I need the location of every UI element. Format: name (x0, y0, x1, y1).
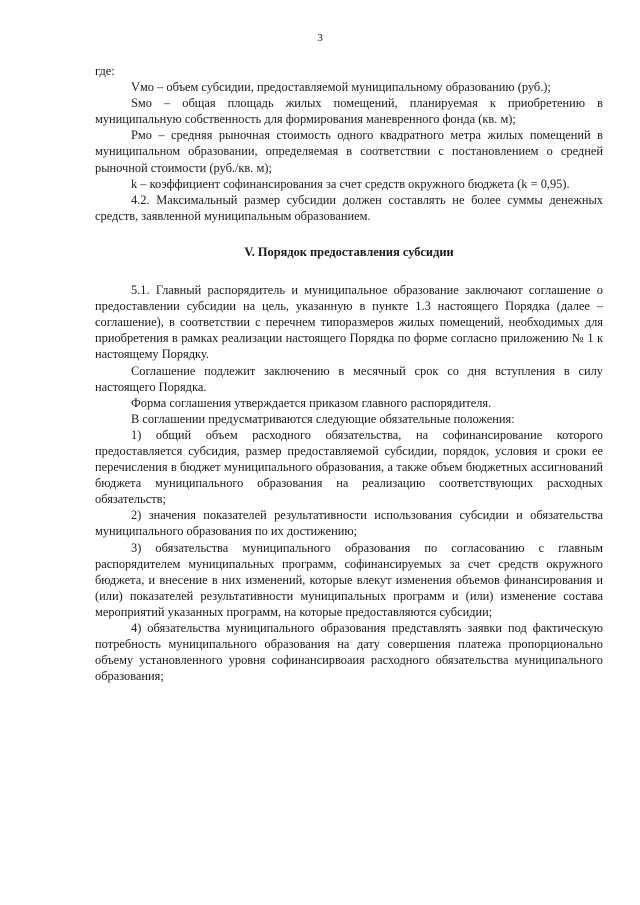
paragraph-where: где: (95, 64, 115, 78)
paragraph-4-2: 4.2. Максимальный размер субсидии должен составлять не более суммы денежных средств, заявленной муниципальным образованием. (95, 192, 603, 223)
paragraph-agreement-form: Форма соглашения утверждается приказом главного распорядителя. (131, 395, 492, 410)
list-item-3: 3) обязательства муниципального образования по согласованию с главным распорядителем муниципальных программ, софинансируемых за счет средств окружного бюджета, и внесение в них изменений, которые влекут изменения объемов финансирования и (или) показателей результативности муниципальных программ и (или) изменение состава мероприятий указанных программ, на которые предоставляются субсидии; (95, 540, 603, 619)
paragraph-smo-definition: Sмо – общая площадь жилых помещений, планируемая к приобретению в муниципальную собственность для формирования маневренного фонда (кв. м); (95, 96, 603, 127)
page-number: 3 (317, 32, 323, 44)
paragraph-agreement-term: Соглашение подлежит заключению в месячный срок со дня вступления в силу настоящего Порядка. (95, 363, 603, 394)
list-item-4: 4) обязательства муниципального образования представлять заявки под фактическую потребность муниципального образования на дату совершения платежа пропорционально объему установленного уровня софинансирвоаия расходного обязательства муниципального образования; (95, 621, 603, 684)
paragraph-k-definition: k – коэффициент софинансирования за счет средств окружного бюджета (k = 0,95). (131, 176, 570, 191)
section-heading-v: V. Порядок предоставления субсидии (244, 244, 454, 259)
document-body (95, 63, 603, 684)
paragraph-5-1: 5.1. Главный распорядитель и муниципальное образование заключают соглашение о предоставлении субсидии на цель, указанную в пункте 1.3 настоящего Порядка (далее – соглашение), в соответствии с перечнем типоразмеров жилых помещений, необходимых для приобретения в рамках реализации настоящего Порядка по форме согласно приложению № 1 к настоящему Порядку. (95, 283, 603, 362)
paragraph-vmo-definition: Vмо – объем субсидии, предоставляемой муниципальному образованию (руб.); (131, 80, 551, 95)
paragraph-pmo-definition: Рмо – средняя рыночная стоимость одного квадратного метра жилых помещений в муниципальном образовании, определяемая в соответствии с постановлением о средней рыночной стоимости (руб./кв. м); (95, 128, 603, 175)
paragraph-mandatory-provisions: В соглашении предусматриваются следующие обязательные положения: (131, 411, 515, 426)
list-item-2: 2) значения показателей результативности использования субсидии и обязательства муниципального образования по их достижению; (95, 508, 603, 539)
list-item-1: 1) общий объем расходного обязательства, на софинансирование которого предоставляется субсидия, размер предоставляемой субсидии, порядок, условия и сроки ее перечисления в бюджет муниципального образования, а также объем бюджетных ассигнований бюджета муниципального образования на реализацию соответствующих расходных обязательств; (95, 427, 603, 507)
